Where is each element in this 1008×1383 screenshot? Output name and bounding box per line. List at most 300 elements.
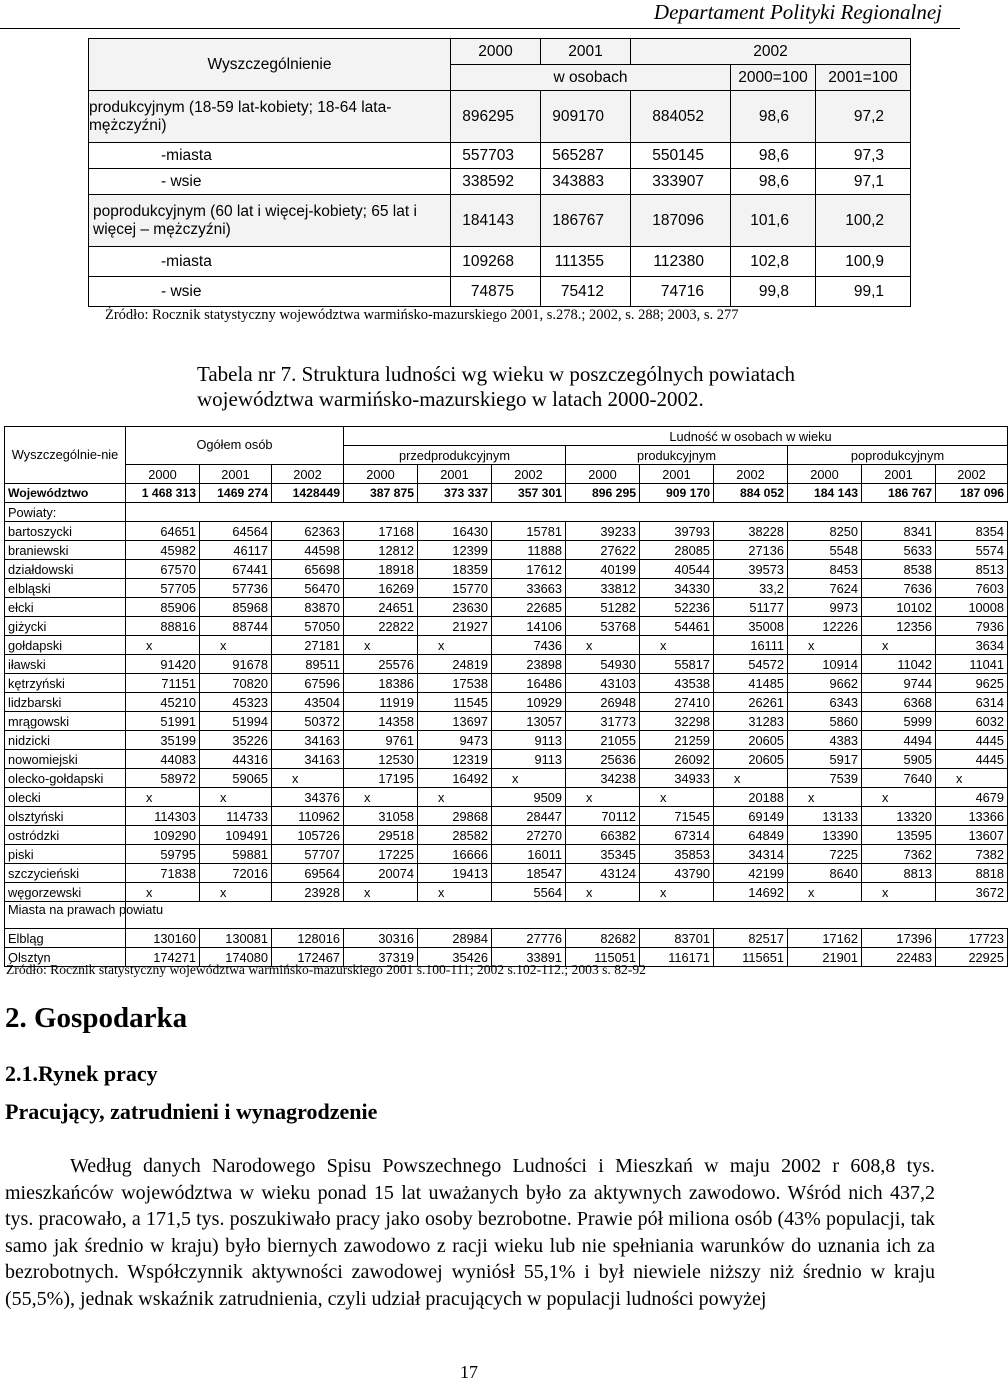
table-cell: 20074 (344, 864, 418, 883)
table-cell: 8513 (936, 560, 1008, 579)
table-cell: 39573 (714, 560, 788, 579)
table-cell: 5860 (788, 712, 862, 731)
t1-head-label: Wyszczególnienie (89, 39, 451, 91)
table-cell: 21901 (788, 948, 862, 967)
table-cell: 15770 (418, 579, 492, 598)
table-cell: x (862, 636, 936, 655)
table-cell: 45210 (126, 693, 200, 712)
table-cell: 31773 (566, 712, 640, 731)
table-cell: 34163 (272, 731, 344, 750)
table-cell: x (344, 788, 418, 807)
table-cell: 70112 (566, 807, 640, 826)
table-cell: 64564 (200, 522, 272, 541)
table-cell: x (788, 788, 862, 807)
table-cell: 43103 (566, 674, 640, 693)
t1-cell: 909170 (541, 91, 631, 143)
t1-row-label: - wsie (89, 169, 451, 195)
table-cell: 57707 (272, 845, 344, 864)
t1-cell: 101,6 (731, 195, 816, 247)
t2-year-header: 2001 (418, 465, 492, 484)
table-row (5, 636, 1008, 655)
table-cell: x (788, 636, 862, 655)
row-label: szczycieński (5, 864, 126, 883)
t1-row-label: - wsie (89, 277, 451, 307)
t2-group-poprodukcyjnym: poprodukcyjnym (788, 446, 1008, 465)
t2-year-header: 2001 (862, 465, 936, 484)
table-cell: 40544 (640, 560, 714, 579)
table-cell: 27136 (714, 541, 788, 560)
table-cell: 39793 (640, 522, 714, 541)
table-cell: 174080 (200, 948, 272, 967)
table-cell: 109491 (200, 826, 272, 845)
table-cell: 17538 (418, 674, 492, 693)
table-cell: 44316 (200, 750, 272, 769)
table-cell: 85968 (200, 598, 272, 617)
table-cell: 8250 (788, 522, 862, 541)
table-cell: 7603 (936, 579, 1008, 598)
row-label: braniewski (5, 541, 126, 560)
table-row (5, 750, 1008, 769)
table-cell: 28085 (640, 541, 714, 560)
table-cell: x (566, 883, 640, 902)
table-cell: 45982 (126, 541, 200, 560)
section-row (5, 503, 1008, 522)
table-row (5, 883, 1008, 902)
table-cell: 7640 (862, 769, 936, 788)
table-cell: 13697 (418, 712, 492, 731)
table-cell: x (418, 788, 492, 807)
section-row (5, 902, 1008, 929)
table-cell: x (714, 769, 788, 788)
table-cell: 64651 (126, 522, 200, 541)
table-cell: 12530 (344, 750, 418, 769)
table-cell: 51282 (566, 598, 640, 617)
t1-cell: 100,2 (816, 195, 911, 247)
table-row (5, 929, 1008, 948)
t1-cell: 884052 (631, 91, 731, 143)
table-row (5, 845, 1008, 864)
subsection-heading: 2.1.Rynek pracy (5, 1061, 158, 1086)
table-cell: 91420 (126, 655, 200, 674)
table-cell: 11888 (492, 541, 566, 560)
table-cell: 18359 (418, 560, 492, 579)
table-cell: 14106 (492, 617, 566, 636)
table-cell: 59065 (200, 769, 272, 788)
table-cell: 4679 (936, 788, 1008, 807)
table-cell: 5905 (862, 750, 936, 769)
t1-row-label: -miasta (89, 143, 451, 169)
t2-head-ludnosc: Ludność w osobach w wieku (344, 427, 1008, 446)
table-cell: 42199 (714, 864, 788, 883)
table-cell: 9625 (936, 674, 1008, 693)
t1-cell: 333907 (631, 169, 731, 195)
body-paragraph: Według danych Narodowego Spisu Powszechnego Ludności i Mieszkań w maju 2002 r 608,8 tys. mieszkańców województwa w wieku ponad 15 lat uważanych było za aktywnych zawodowo. Wśród nich 437,2 tys. pracowało, a 171,5 tys. poszukiwało pracy jako osoby bezrobotne. Prawie pół miliona osób (43% populacji, tak samo jak średnio w kraju) było biernych zawodowo z racji wieku lub nie spełniania warunków do uznania ich za bezrobotnych. Współczynnik aktywności zawodowej wyniósł 55,1% i był niewiele niższy niż średnio w kraju (55,5%), jednak wskaźnik zatrudnienia, czyli udział pracujących w populacji ludności powyżej (5, 1155, 935, 1310)
table-cell: x (200, 883, 272, 902)
table-cell: 12319 (418, 750, 492, 769)
t1-cell: 565287 (541, 143, 631, 169)
table-cell: 35345 (566, 845, 640, 864)
topic-heading: Pracujący, zatrudnieni i wynagrodzenie (5, 1099, 378, 1124)
table-cell: 67314 (640, 826, 714, 845)
table-cell: 18386 (344, 674, 418, 693)
table-cell: 9509 (492, 788, 566, 807)
t1-cell: 98,6 (731, 91, 816, 143)
table-cell: 8640 (788, 864, 862, 883)
t2-year-header: 2000 (126, 465, 200, 484)
table-row (5, 484, 1008, 503)
table-cell: 13595 (862, 826, 936, 845)
table-cell: 115651 (714, 948, 788, 967)
table-cell: 16011 (492, 845, 566, 864)
table-cell: 51994 (200, 712, 272, 731)
table-cell: x (566, 636, 640, 655)
table-cell: 8453 (788, 560, 862, 579)
table-cell: 45323 (200, 693, 272, 712)
t1-cell: 338592 (451, 169, 541, 195)
table-cell: 54461 (640, 617, 714, 636)
table-cell: 17225 (344, 845, 418, 864)
row-label: gołdapski (5, 636, 126, 655)
table-cell: 4445 (936, 731, 1008, 750)
table-row (5, 560, 1008, 579)
row-label: ostródzki (5, 826, 126, 845)
row-label: Elbląg (5, 929, 126, 948)
table-cell: 110962 (272, 807, 344, 826)
table-cell: 11919 (344, 693, 418, 712)
row-label: Województwo (5, 484, 126, 503)
table-cell: 69564 (272, 864, 344, 883)
row-label: giżycki (5, 617, 126, 636)
t1-year-2002: 2002 (631, 39, 911, 65)
t2-year-header: 2000 (344, 465, 418, 484)
table-cell: x (936, 769, 1008, 788)
table-cell: 12226 (788, 617, 862, 636)
section-heading: 2. Gospodarka (5, 1002, 188, 1034)
table-cell: 35199 (126, 731, 200, 750)
t1-cell: 343883 (541, 169, 631, 195)
t2-head-ogolem: Ogółem osób (126, 427, 344, 465)
t1-cell: 75412 (541, 277, 631, 307)
table-cell: 66382 (566, 826, 640, 845)
t2-year-header: 2001 (640, 465, 714, 484)
row-label: działdowski (5, 560, 126, 579)
t1-cell: 112380 (631, 247, 731, 277)
table-caption (197, 362, 795, 412)
row-label: węgorzewski (5, 883, 126, 902)
table-cell: 7539 (788, 769, 862, 788)
table-cell: 29518 (344, 826, 418, 845)
t1-cell: 97,3 (816, 143, 911, 169)
table-cell: 31058 (344, 807, 418, 826)
table-cell: 50372 (272, 712, 344, 731)
table-cell: 3634 (936, 636, 1008, 655)
table-cell: 56470 (272, 579, 344, 598)
t2-year-header: 2000 (788, 465, 862, 484)
row-label: mrągowski (5, 712, 126, 731)
table-cell: 24819 (418, 655, 492, 674)
t1-cell: 896295 (451, 91, 541, 143)
row-label: piski (5, 845, 126, 864)
table-cell: 30316 (344, 929, 418, 948)
table-cell: 17162 (788, 929, 862, 948)
table-cell: 8538 (862, 560, 936, 579)
table-cell: 17195 (344, 769, 418, 788)
table-cell: 57705 (126, 579, 200, 598)
table-cell: x (418, 636, 492, 655)
table-cell: 34933 (640, 769, 714, 788)
table-cell: 25636 (566, 750, 640, 769)
table-cell: 8818 (936, 864, 1008, 883)
table-cell: 9973 (788, 598, 862, 617)
table-cell: 109290 (126, 826, 200, 845)
table-cell: 8354 (936, 522, 1008, 541)
table-row (5, 522, 1008, 541)
table-cell: 34238 (566, 769, 640, 788)
table-cell: 58972 (126, 769, 200, 788)
t1-cell: 74716 (631, 277, 731, 307)
table-cell: 357 301 (492, 484, 566, 503)
table-row (5, 864, 1008, 883)
table-row (5, 769, 1008, 788)
table-cell: 13607 (936, 826, 1008, 845)
table-row (5, 598, 1008, 617)
table-cell: 13057 (492, 712, 566, 731)
table-cell: 5633 (862, 541, 936, 560)
table-cell: 82517 (714, 929, 788, 948)
table-cell: 13390 (788, 826, 862, 845)
table-cell: 38228 (714, 522, 788, 541)
table-row (5, 579, 1008, 598)
table-cell: 114303 (126, 807, 200, 826)
table-cell: 88816 (126, 617, 200, 636)
table-cell: 69149 (714, 807, 788, 826)
table-cell: 35008 (714, 617, 788, 636)
table-cell: 13320 (862, 807, 936, 826)
row-label: nidzicki (5, 731, 126, 750)
table-cell: 7225 (788, 845, 862, 864)
table-cell: 1428449 (272, 484, 344, 503)
table-cell: 67570 (126, 560, 200, 579)
table-cell: 26092 (640, 750, 714, 769)
table-cell: 9473 (418, 731, 492, 750)
table-cell: 25576 (344, 655, 418, 674)
table-cell: 896 295 (566, 484, 640, 503)
t2-group-przedprodukcyjnym: przedprodukcyjnym (344, 446, 566, 465)
table-cell: 5548 (788, 541, 862, 560)
t1-cell: 98,6 (731, 169, 816, 195)
t1-cell: 98,6 (731, 143, 816, 169)
table-cell: 8341 (862, 522, 936, 541)
t1-cell: 74875 (451, 277, 541, 307)
section-label: Powiaty: (5, 503, 126, 522)
table-cell: 18918 (344, 560, 418, 579)
table-cell: 43504 (272, 693, 344, 712)
table-cell: 11042 (862, 655, 936, 674)
table-cell: 6032 (936, 712, 1008, 731)
t1-cell: 99,8 (731, 277, 816, 307)
empty-cell (126, 902, 1008, 929)
table-cell: 10914 (788, 655, 862, 674)
table-cell: 105726 (272, 826, 344, 845)
table-cell: 46117 (200, 541, 272, 560)
department-header: Departament Polityki Regionalnej (653, 0, 942, 24)
table-cell: 373 337 (418, 484, 492, 503)
table-cell: x (418, 883, 492, 902)
table-cell: 32298 (640, 712, 714, 731)
table-cell: 11041 (936, 655, 1008, 674)
t2-year-header: 2000 (566, 465, 640, 484)
table-cell: 116171 (640, 948, 714, 967)
table-cell: 1 468 313 (126, 484, 200, 503)
table-cell: 34314 (714, 845, 788, 864)
table-cell: 128016 (272, 929, 344, 948)
section-label: Miasta na prawach powiatu (5, 902, 126, 929)
table-cell: 14358 (344, 712, 418, 731)
table-cell: 130160 (126, 929, 200, 948)
table-cell: 71838 (126, 864, 200, 883)
t1-sub-w-osobach: w osobach (451, 65, 731, 91)
row-label: olsztyński (5, 807, 126, 826)
t1-cell: 184143 (451, 195, 541, 247)
table-cell: 57736 (200, 579, 272, 598)
table-cell: 35426 (418, 948, 492, 967)
table-cell: 34163 (272, 750, 344, 769)
table-cell: 27270 (492, 826, 566, 845)
table-cell: 28447 (492, 807, 566, 826)
table-cell: 22685 (492, 598, 566, 617)
table-cell: 16666 (418, 845, 492, 864)
table-cell: 172467 (272, 948, 344, 967)
table-cell: 44083 (126, 750, 200, 769)
row-label: elbląski (5, 579, 126, 598)
table-cell: 6368 (862, 693, 936, 712)
table-cell: 57050 (272, 617, 344, 636)
t1-row-label: poprodukcyjnym (60 lat i więcej-kobiety; 65 lat i więcej – mężczyźni) (89, 195, 451, 247)
table-cell: 4445 (936, 750, 1008, 769)
table-cell: x (200, 636, 272, 655)
table-row (5, 541, 1008, 560)
table-cell: 29868 (418, 807, 492, 826)
table-cell: 174271 (126, 948, 200, 967)
table-cell: 5564 (492, 883, 566, 902)
table-cell: 7624 (788, 579, 862, 598)
table2-source: Źródło: Rocznik statystyczny województwa warmińsko-mazurskiego 2001 s.100-111; 2002 s.102-112.; 2003 s. 82-92 (6, 962, 646, 977)
table-cell: x (640, 883, 714, 902)
t2-group-produkcyjnym: produkcyjnym (566, 446, 788, 465)
table-cell: 10102 (862, 598, 936, 617)
t1-cell: 187096 (631, 195, 731, 247)
table-cell: 16486 (492, 674, 566, 693)
table-cell: 55817 (640, 655, 714, 674)
table-cell: 28984 (418, 929, 492, 948)
table-cell: x (566, 788, 640, 807)
table-cell: 5917 (788, 750, 862, 769)
table-cell: 4494 (862, 731, 936, 750)
table-cell: 33891 (492, 948, 566, 967)
table-cell: 34376 (272, 788, 344, 807)
header-divider (0, 28, 960, 29)
table-cell: 13366 (936, 807, 1008, 826)
caption-line-1: Tabela nr 7. Struktura ludności wg wieku w poszczególnych powiatach (197, 362, 796, 386)
table-row (5, 712, 1008, 731)
table-cell: x (492, 769, 566, 788)
table-cell: 33812 (566, 579, 640, 598)
table-cell: 187 096 (936, 484, 1008, 503)
table-cell: 54930 (566, 655, 640, 674)
table-cell: 51991 (126, 712, 200, 731)
table-cell: 72016 (200, 864, 272, 883)
table-cell: 43790 (640, 864, 714, 883)
table-cell: 39233 (566, 522, 640, 541)
row-label: lidzbarski (5, 693, 126, 712)
table-cell: 20605 (714, 750, 788, 769)
table-cell: 22483 (862, 948, 936, 967)
table-cell: 1469 274 (200, 484, 272, 503)
t1-cell: 99,1 (816, 277, 911, 307)
t1-row-label: -miasta (89, 247, 451, 277)
table-cell: 22925 (936, 948, 1008, 967)
t1-cell: 557703 (451, 143, 541, 169)
table-cell: 70820 (200, 674, 272, 693)
table-cell: 18547 (492, 864, 566, 883)
table-cell: 17396 (862, 929, 936, 948)
table-cell: 23630 (418, 598, 492, 617)
table-cell: 9761 (344, 731, 418, 750)
table-cell: 12356 (862, 617, 936, 636)
t2-year-header: 2001 (200, 465, 272, 484)
table-cell: 17612 (492, 560, 566, 579)
table-cell: 67441 (200, 560, 272, 579)
table-cell: x (640, 788, 714, 807)
table-cell: 14692 (714, 883, 788, 902)
table-cell: 20188 (714, 788, 788, 807)
table-cell: 71151 (126, 674, 200, 693)
row-label: Olsztyn (5, 948, 126, 967)
table-cell: 28582 (418, 826, 492, 845)
t1-year-2001: 2001 (541, 39, 631, 65)
table-cell: 10008 (936, 598, 1008, 617)
table-cell: 22822 (344, 617, 418, 636)
table-cell: 43124 (566, 864, 640, 883)
table-cell: 40199 (566, 560, 640, 579)
t2-year-header: 2002 (714, 465, 788, 484)
table-cell: 11545 (418, 693, 492, 712)
t2-year-header: 2002 (272, 465, 344, 484)
table-cell: 37319 (344, 948, 418, 967)
table-cell: 12399 (418, 541, 492, 560)
table-cell: 26261 (714, 693, 788, 712)
t1-row-label: produkcyjnym (18-59 lat-kobiety; 18-64 lata- mężczyźni) (89, 91, 451, 143)
table-cell: 83870 (272, 598, 344, 617)
t1-cell: 109268 (451, 247, 541, 277)
table-cell: 21259 (640, 731, 714, 750)
table-cell: 7936 (936, 617, 1008, 636)
table-cell: 27776 (492, 929, 566, 948)
table-cell: 7636 (862, 579, 936, 598)
table-cell: 17168 (344, 522, 418, 541)
table-row (5, 731, 1008, 750)
table-cell: 59881 (200, 845, 272, 864)
t1-cell: 100,9 (816, 247, 911, 277)
table-cell: 7362 (862, 845, 936, 864)
table-cell: 5999 (862, 712, 936, 731)
table-cell: 82682 (566, 929, 640, 948)
table-cell: 15781 (492, 522, 566, 541)
table-cell: 71545 (640, 807, 714, 826)
table-cell: 184 143 (788, 484, 862, 503)
table-cell: 67596 (272, 674, 344, 693)
table-row (5, 807, 1008, 826)
